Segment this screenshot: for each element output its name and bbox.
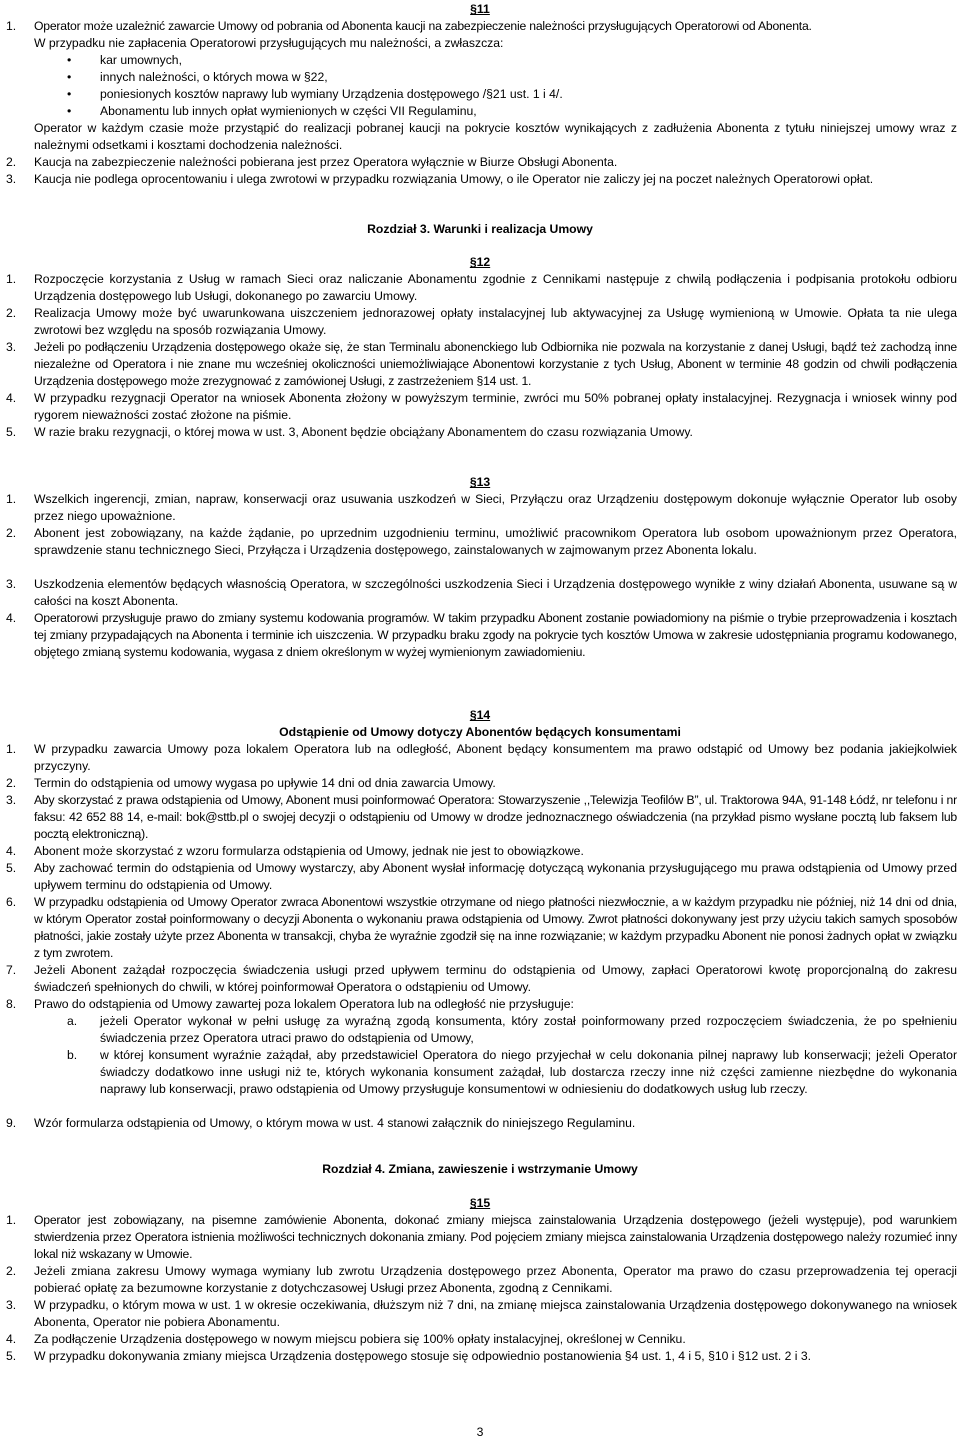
- sub-item-letter: b.: [67, 1048, 78, 1062]
- item-text: Operator może uzależnić zawarcie Umowy od pobrania od Abonenta kaucji na zabezpieczenie należności przysługujących Operatorowi od Abonenta.: [34, 19, 812, 33]
- item-number: 5.: [6, 425, 17, 439]
- item-number: 5.: [6, 861, 17, 875]
- item-number: 4.: [6, 844, 17, 858]
- item-number: 2.: [6, 776, 17, 790]
- section-11-title: §11: [470, 2, 490, 16]
- sub-list-item: [0, 1013, 960, 1047]
- item-number: 2.: [6, 1264, 17, 1278]
- sub-item-letter: a.: [67, 1014, 78, 1028]
- item-number: 2.: [6, 155, 17, 169]
- list-item: [0, 1297, 960, 1331]
- list-item: [0, 1348, 960, 1365]
- item-text: Abonent może skorzystać z wzoru formularza odstąpienia od Umowy, jednak nie jest to obowiązkowe.: [34, 844, 584, 858]
- item-number: 3.: [6, 577, 17, 591]
- chapter-3-heading: Rozdział 3. Warunki i realizacja Umowy: [367, 222, 593, 236]
- bullet-text: innych należności, o których mowa w §22,: [100, 70, 328, 84]
- list-item: [0, 1331, 960, 1348]
- list-item: [0, 843, 960, 860]
- list-item: [0, 525, 960, 559]
- list-item: [0, 860, 960, 894]
- item-text: Jeżeli Abonent zażądał rozpoczęcia świadczenia usługi przed upływem terminu do odstąpienia od Umowy, zapłaci Operatorowi kwotę proporcjonalną do zakresu świadczeń spełnionych do chwili, w której poinformował Operatora o odstąpieniu od Umowy.: [34, 963, 957, 994]
- item-text: Kaucja nie podlega oprocentowaniu i ulega zwrotowi w przypadku rozwiązania Umowy, o ile Operator nie zaliczy jej na poczet należnych Operatorowi opłat.: [34, 172, 874, 186]
- item-number: 4.: [6, 1332, 17, 1346]
- item-text: Rozpoczęcie korzystania z Usług w ramach Sieci oraz naliczanie Abonamentu zgodnie z Cennikami następuje z chwilą podłączenia i podpisania protokołu odbioru Urządzenia dostępowego lub Usługi, dokonanego po zawarciu Umowy.: [34, 272, 957, 303]
- list-item: [0, 792, 960, 843]
- item-number: 2.: [6, 306, 17, 320]
- item-text: Aby zachować termin do odstąpienia od Umowy wystarczy, aby Abonent wysłał informację dotyczącą wykonania przysługującego mu prawa odstąpienia od Umowy przed upływem terminu do odstąpienia od Umowy.: [34, 861, 957, 892]
- s11-intro: [0, 35, 960, 52]
- list-item: [0, 424, 960, 441]
- item-text: Realizacja Umowy może być uwarunkowana uiszczeniem jednorazowej opłaty instalacyjnej lub aktywacyjnej za Usługę wymienioną w Umowie. Opłata ta nie ulega zwrotowi bez względu na sposób rozwiązania Umowy.: [34, 306, 957, 337]
- item-number: 3.: [6, 1298, 17, 1312]
- bullet-text: kar umownych,: [100, 53, 182, 67]
- section-12-title: §12: [469, 255, 491, 269]
- item-text: Operator jest zobowiązany, na pisemne zamówienie Abonenta, dokonać zmiany miejsca zainstalowania Urządzenia dostępowego (jeżeli występuje), pod warunkiem stwierdzenia przez Operatora istnienia możliwości technicznych dokonania zmiany. Pod pojęciem zmiany miejsca zainstalowania Urządzenia dostępowego należy rozumieć inny lokal niż wskazany w Umowie.: [34, 1213, 957, 1261]
- item-text: W przypadku, o którym mowa w ust. 1 w okresie oczekiwania, dłuższym niż 7 dni, na zmianę miejsca zainstalowania Urządzenia dostępowego dokonywanego na wniosek Abonenta, Operator nie pobiera Abonamentu.: [34, 1298, 957, 1329]
- bullet-dot-icon: •: [67, 87, 72, 101]
- bullet-dot-icon: •: [67, 104, 72, 118]
- item-text: W razie braku rezygnacji, o której mowa w ust. 3, Abonent będzie obciążany Abonamentem do czasu rozwiązania Umowy.: [34, 425, 693, 439]
- item-text: Jeżeli zmiana zakresu Umowy wymaga wymiany lub zwrotu Urządzenia dostępowego przez Abonenta, Operator ma prawo do czasu przeprowadzenia tej operacji pobierać opłatę za bezumowne korzystanie z dotychczasowej Usługi przez Abonenta, zgodną z Cennikami.: [34, 1264, 957, 1295]
- continuation-text: Operator w każdym czasie może przystąpić do realizacji pobranej kaucji na pokrycie kosztów wynikających z zadłużenia Abonenta z tytułu niniejszej umowy wraz z należnymi odsetkami i kosztami dochodzenia należności.: [34, 121, 957, 152]
- item-text: W przypadku odstąpienia od Umowy Operator zwraca Abonentowi wszystkie otrzymane od niego płatności niezwłocznie, a w każdym przypadku nie później, niż 14 dni od dnia, w którym Operator został poinformowany o decyzji Abonenta o wykonaniu prawa odstąpienia od Umowy. Zwrot płatności dokonywany jest przy użyciu takich samych sposobów płatności, jakie zostały użyte przez Abonenta w transakcji, chyba że wyraźnie zgodził się na inne rozwiązanie; w każdym przypadku Abonent nie ponosi żadnych opłat w związku z tym zwrotem.: [34, 895, 957, 960]
- item-text: W przypadku rezygnacji Operator na wniosek Abonenta złożony w powyższym terminie, zwróci mu 50% pobranej opłaty instalacyjnej. Rezygnacja i wniosek winny pod rygorem nieważności zostać złożone na piśmie.: [34, 391, 957, 422]
- item-text: Jeżeli po podłączeniu Urządzenia dostępowego okaże się, że stan Terminalu abonenckiego lub Odbiornika nie pozwala na korzystanie z danej Usługi, bądź też zachodzą inne niezależne od Operatora i nie znane mu wcześniej okoliczności uniemożliwiające Abonentowi korzystanie z tych Usług, Abonent w terminie 48 godzin od chwili podłączenia Urządzenia dostępowego może zrezygnować z zamówionej Usługi, z zastrzeżeniem §14 ust. 1.: [34, 340, 957, 388]
- section-14-title: §14: [469, 708, 491, 722]
- sub-list-item: [0, 1047, 960, 1098]
- list-item: [0, 1263, 960, 1297]
- bullet-text: poniesionych kosztów naprawy lub wymiany Urządzenia dostępowego /§21 ust. 1 i 4/.: [100, 87, 563, 101]
- section-13-title: §13: [469, 475, 491, 489]
- page-number: 3: [476, 1425, 484, 1439]
- chapter-4-heading: Rozdział 4. Zmiana, zawieszenie i wstrzymanie Umowy: [322, 1162, 638, 1176]
- item-number: 1.: [6, 272, 17, 286]
- item-text: W przypadku dokonywania zmiany miejsca Urządzenia dostępowego stosuje się odpowiednio postanowienia §4 ust. 1, 4 i 5, §10 i §12 ust. 2 i 3.: [34, 1349, 812, 1363]
- s11-paragraph-3: [0, 171, 960, 188]
- list-item: [0, 610, 960, 661]
- s11-continuation: [0, 120, 960, 154]
- item-number: 2.: [6, 526, 17, 540]
- item-number: 4.: [6, 391, 17, 405]
- list-item: [0, 390, 960, 424]
- intro-text: W przypadku nie zapłacenia Operatorowi przysługujących mu należności, a zwłaszcza:: [34, 36, 504, 50]
- item-number: 3.: [6, 172, 17, 186]
- list-item: [0, 775, 960, 792]
- item-number: 6.: [6, 895, 17, 909]
- list-item: [0, 339, 960, 390]
- s11-paragraph-2: [0, 154, 960, 171]
- item-number: 9.: [6, 1116, 17, 1130]
- item-number: 1.: [6, 742, 17, 756]
- item-text: Aby skorzystać z prawa odstąpienia od Umowy, Abonent musi poinformować Operatora: Stowarzyszenie ,,Telewizja Teofilów B”, ul. Traktorowa 94A, 91-148 Łódź, nr telefonu i nr faksu: 42 652 88 14, e-mail: bok@sttb.pl o swojej decyzji o odstąpieniu od Umowy w drodze jednoznacznego oświadczenia (na przykład pismo wysłane pocztą lub faksem lub pocztą elektroniczną).: [34, 793, 957, 841]
- section-14-subtitle: Odstąpienie od Umowy dotyczy Abonentów będących konsumentami: [279, 725, 681, 739]
- section-15-title: §15: [469, 1196, 491, 1210]
- list-item: [0, 894, 960, 962]
- list-item: [0, 996, 960, 1013]
- list-item: [0, 1115, 960, 1132]
- item-text: Wzór formularza odstąpienia od Umowy, o którym mowa w ust. 4 stanowi załącznik do niniejszego Regulaminu.: [34, 1116, 636, 1130]
- item-number: 3.: [6, 793, 17, 807]
- list-item: [0, 962, 960, 996]
- item-text: Uszkodzenia elementów będących własnością Operatora, w szczególności uszkodzenia Sieci i Urządzenia dostępowego wynikłe z winy działań Abonenta, usuwane są w całości na koszt Abonenta.: [34, 577, 957, 608]
- item-number: 1.: [6, 1213, 17, 1227]
- item-number: 7.: [6, 963, 17, 977]
- list-item: [0, 741, 960, 775]
- sub-item-text: jeżeli Operator wykonał w pełni usługę za wyraźną zgodą konsumenta, który został poinformowany przed rozpoczęciem świadczenia, że po spełnieniu świadczenia przez Operatora utraci prawo do odstąpienia od Umowy,: [100, 1014, 957, 1045]
- item-text: Za podłączenie Urządzenia dostępowego w nowym miejscu pobiera się 100% opłaty instalacyjnej, określonej w Cenniku.: [34, 1332, 686, 1346]
- item-number: 3.: [6, 340, 17, 354]
- list-item: [0, 1212, 960, 1263]
- item-text: Prawo do odstąpienia od Umowy zawartej poza lokalem Operatora lub na odległość nie przysługuje:: [34, 997, 574, 1011]
- item-number: 5.: [6, 1349, 17, 1363]
- bullet-dot-icon: •: [67, 53, 72, 67]
- item-text: W przypadku zawarcia Umowy poza lokalem Operatora lub na odległość, Abonent będący konsumentem ma prawo odstąpić od Umowy bez podania jakiejkolwiek przyczyny.: [34, 742, 957, 773]
- list-item: [0, 305, 960, 339]
- bullet-text: Abonamentu lub innych opłat wymienionych w części VII Regulaminu,: [100, 104, 477, 118]
- s11-paragraph-1: [0, 18, 960, 35]
- list-item: [0, 271, 960, 305]
- item-number: 1.: [6, 19, 17, 33]
- item-number: 8.: [6, 997, 17, 1011]
- item-text: Abonent jest zobowiązany, na każde żądanie, po uprzednim uzgodnieniu terminu, umożliwić pracownikom Operatora lub osobom upoważnionym przez Operatora, sprawdzenie stanu technicznego Sieci, Przyłącza i Urządzenia dostępowego, zainstalowanych w zajmowanym przez Abonenta lokalu.: [34, 526, 957, 557]
- item-number: 4.: [6, 611, 17, 625]
- item-number: 1.: [6, 492, 17, 506]
- item-text: Termin do odstąpienia od umowy wygasa po upływie 14 dni od dnia zawarcia Umowy.: [34, 776, 496, 790]
- item-text: Wszelkich ingerencji, zmian, napraw, konserwacji oraz usuwania uszkodzeń w Sieci, Przyłączu oraz Urządzeniu dostępowym dokonuje wyłącznie Operator lub osoby przez niego upoważnione.: [34, 492, 957, 523]
- sub-item-text: w której konsument wyraźnie zażądał, aby przedstawiciel Operatora do niego przyjechał w celu dokonania pilnej naprawy lub konserwacji; jeżeli Operator świadczy dodatkowo inne usługi niż te, których wykonania konsument zażądał, lub dostarcza rzeczy inne niż części zamienne niezbędne do wykonania naprawy lub konserwacji, prawo odstąpienia od Umowy przysługuje konsumentowi w odniesieniu do dodatkowych usług lub rzeczy.: [100, 1048, 957, 1096]
- item-text: Operatorowi przysługuje prawo do zmiany systemu kodowania programów. W takim przypadku Abonent zostanie powiadomiony na piśmie o trybie przeprowadzenia i kosztach tej zmiany przypadających na Abonenta i terminie ich uiszczenia. W przypadku braku zgody na pokrycie tych kosztów Umowa w zakresie udostępniania programu kodowanego, objętego zmianą systemu kodowania, wygasa z dniem określonym w wyżej wymienionym zawiadomieniu.: [34, 611, 957, 659]
- list-item: [0, 576, 960, 610]
- list-item: [0, 491, 960, 525]
- bullet-dot-icon: •: [67, 70, 72, 84]
- item-text: Kaucja na zabezpieczenie należności pobierana jest przez Operatora wyłącznie w Biurze Obsługi Abonenta.: [34, 155, 618, 169]
